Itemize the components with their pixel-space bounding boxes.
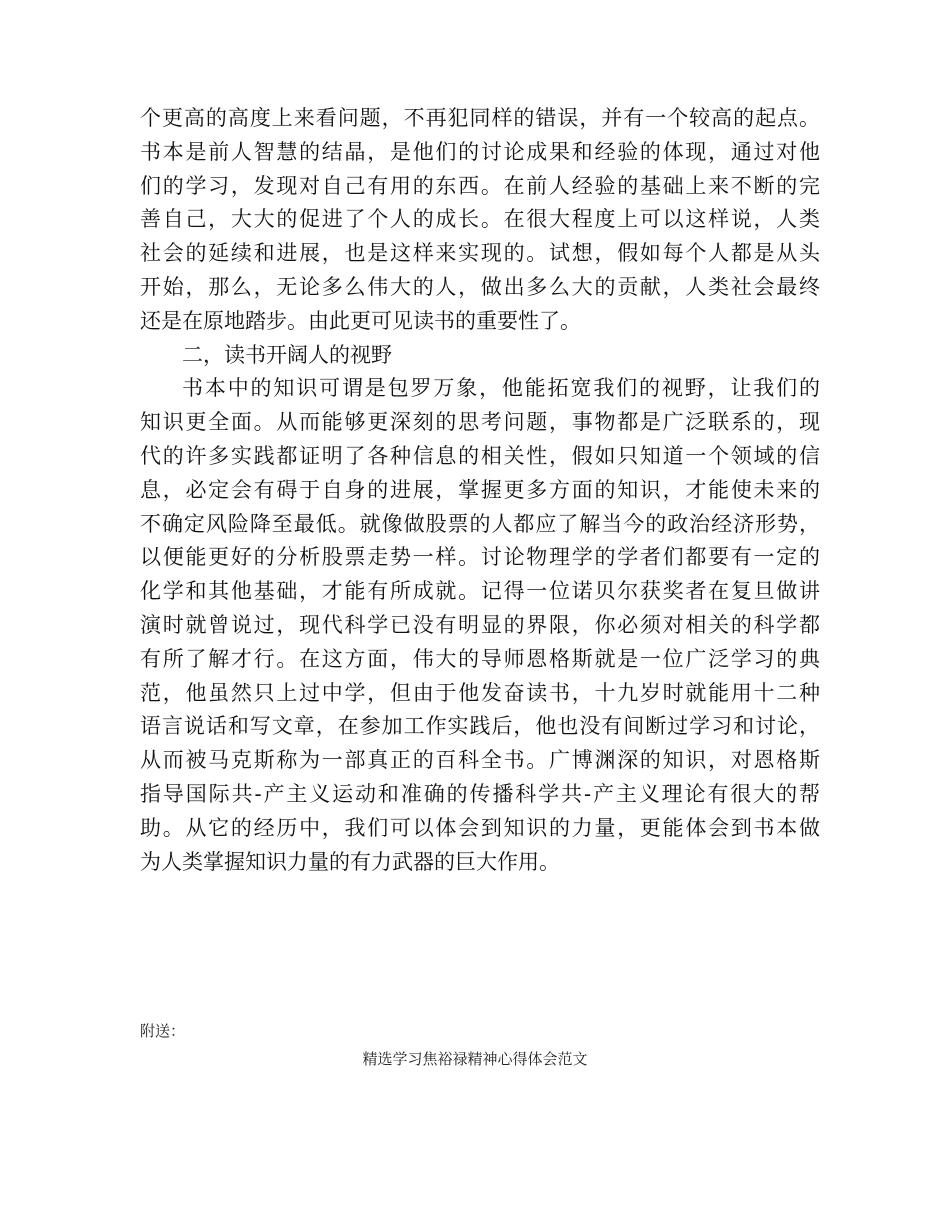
text-line: 从而被马克斯称为一部真正的百科全书。广博渊深的知识，对恩格斯: [140, 748, 820, 773]
text-line: 书本是前人智慧的结晶，是他们的讨论成果和经验的体现，通过对他: [140, 139, 820, 164]
text-line: 有所了解才行。在这方面，伟大的导师恩格斯就是一位广泛学习的典: [140, 646, 820, 671]
text-line: 开始，那么，无论多么伟大的人，做出多么大的贡献，人类社会最终: [140, 274, 820, 299]
text-line: 书本中的知识可谓是包罗万象，他能拓宽我们的视野，让我们的: [182, 376, 820, 401]
body-text: [140, 102, 820, 879]
text-line: 以便能更好的分析股票走势一样。讨论物理学的学者们都要有一定的: [140, 545, 820, 570]
text-line: 语言说话和写文章，在参加工作实践后，他也没有间断过学习和讨论，: [140, 714, 820, 739]
text-line: 善自己，大大的促进了个人的成长。在很大程度上可以这样说，人类: [140, 207, 820, 232]
text-line: 代的许多实践都证明了各种信息的相关性，假如只知道一个领域的信: [140, 443, 820, 468]
text-line: 化学和其他基础，才能有所成就。记得一位诺贝尔获奖者在复旦做讲: [140, 579, 820, 604]
text-line: 们的学习，发现对自己有用的东西。在前人经验的基础上来不断的完: [140, 173, 820, 198]
text-line: 演时就曾说过，现代科学已没有明显的界限，你必须对相关的科学都: [140, 612, 820, 637]
text-line: 社会的延续和进展，也是这样来实现的。试想，假如每个人都是从头: [140, 241, 820, 266]
text-line: 不确定风险降至最低。就像做股票的人都应了解当今的政治经济形势，: [140, 511, 820, 536]
text-line: 助。从它的经历中，我们可以体会到知识的力量，更能体会到书本做: [140, 815, 820, 840]
text-line: 息，必定会有碍于自身的进展，掌握更多方面的知识，才能使未来的: [140, 477, 820, 502]
appendix-title: 精选学习焦裕禄精神心得体会范文: [362, 1050, 588, 1068]
text-line: 个更高的高度上来看问题，不再犯同样的错误，并有一个较高的起点。: [140, 106, 820, 130]
text-line: 范，他虽然只上过中学，但由于他发奋读书，十九岁时就能用十二种: [140, 680, 820, 705]
text-line: 指导国际共-产主义运动和准确的传播科学共-产主义理论有很大的帮: [140, 781, 820, 806]
section-heading: 二，读书开阔人的视野: [182, 342, 392, 367]
appendix-label: 附送：: [140, 1022, 186, 1040]
text-line: 知识更全面。从而能够更深刻的思考问题，事物都是广泛联系的，现: [140, 410, 820, 435]
text-line: 还是在原地踏步。由此更可见读书的重要性了。: [140, 308, 581, 333]
text-line: 为人类掌握知识力量的有力武器的巨大作用。: [140, 849, 560, 874]
